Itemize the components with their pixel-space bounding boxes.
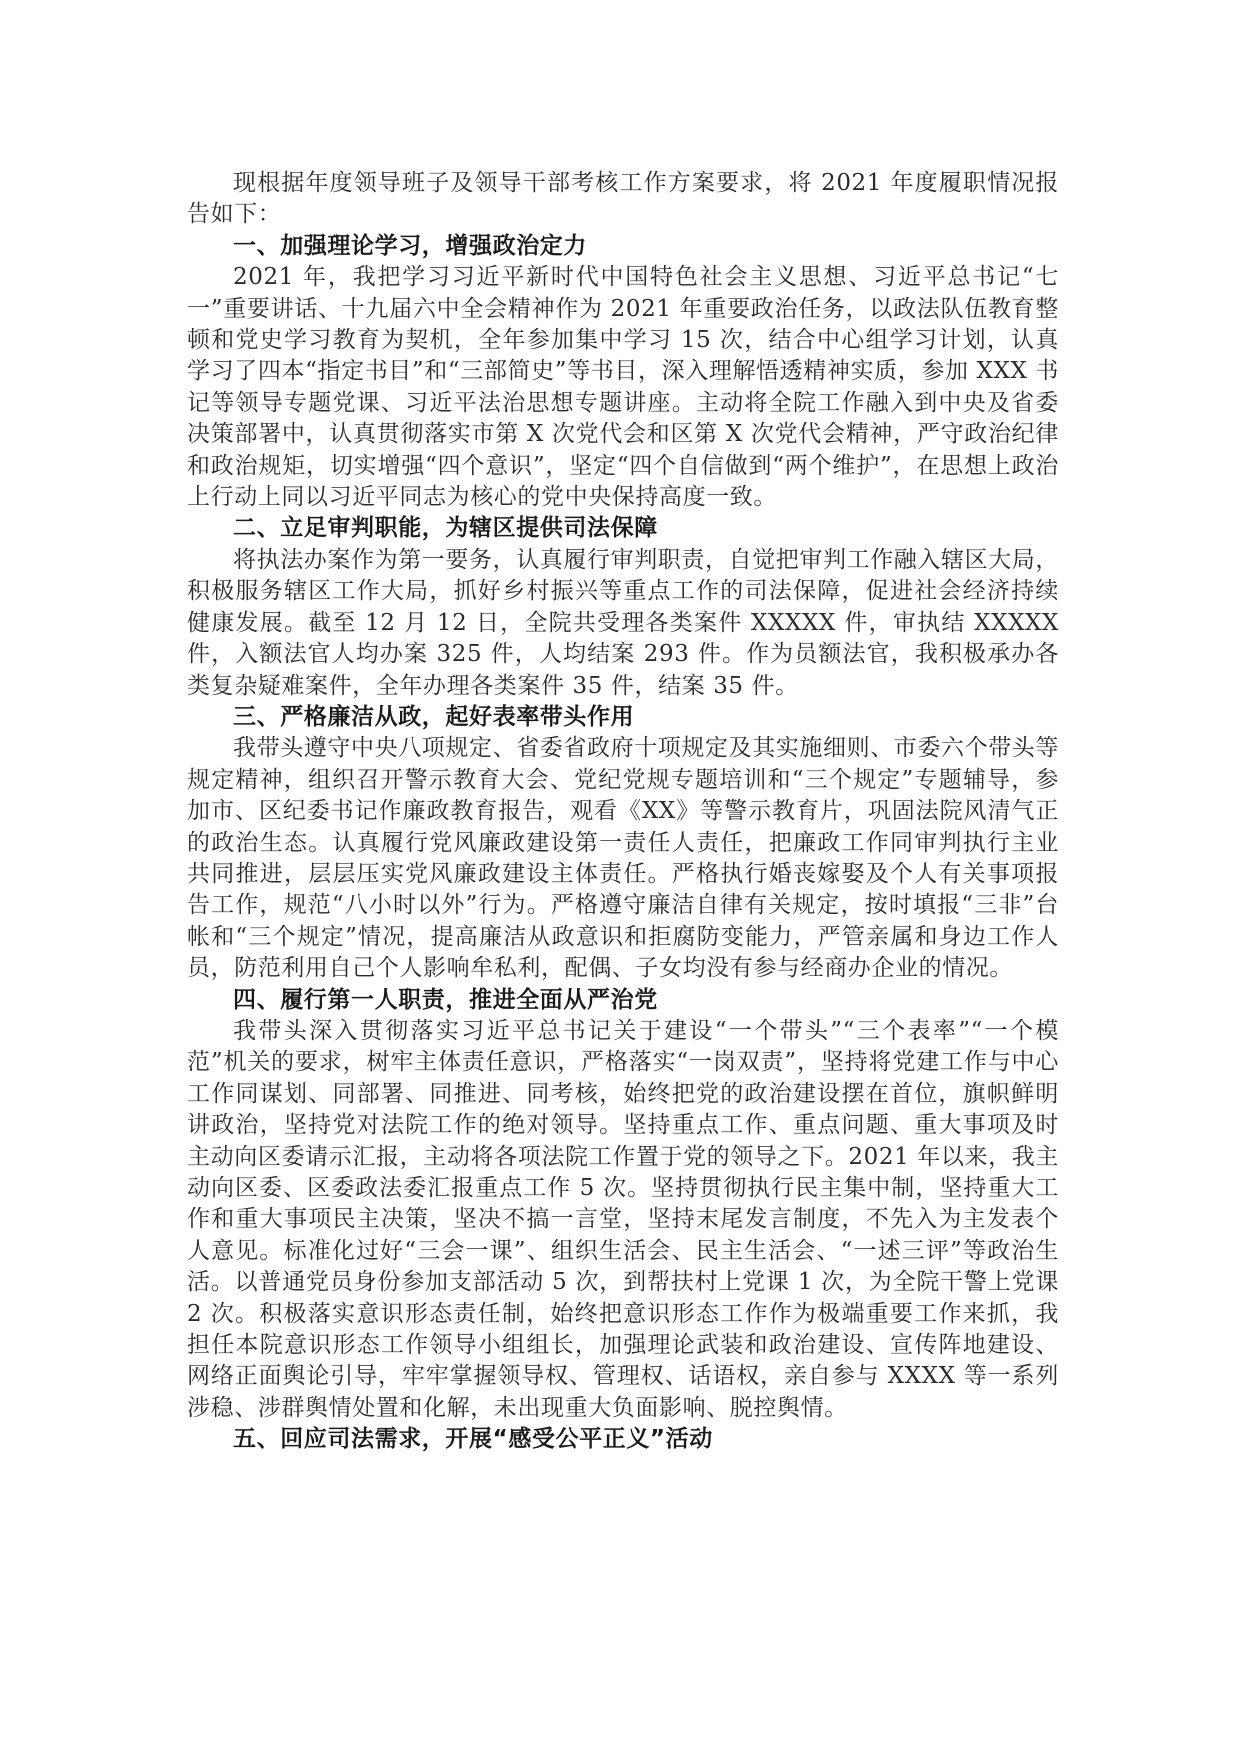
section-heading-1: 一、加强理论学习，增强政治定力 xyxy=(233,232,587,259)
section-heading-2: 二、立足审判职能，为辖区提供司法保障 xyxy=(233,515,658,542)
intro-paragraph: 现根据年度领导班子及领导干部考核工作方案要求，将 2021 年度履职情况报告如下： xyxy=(187,170,1059,228)
section-heading-4: 四、履行第一人职责，推进全面从严治党 xyxy=(233,986,658,1013)
document-page xyxy=(187,168,1059,1456)
section-body-2: 将执法办案作为第一要务，认真履行审判职责，自觉把审判工作融入辖区大局，积极服务辖区工作大局，抓好乡村振兴等重点工作的司法保障，促进社会经济持续健康发展。截至 12 月 12 日，全院共受理各类案件 XXXXX 件，审执结 XXXXX 件，入额法官人均办案 325 件，人均结案 293 件。作为员额法官，我积极承办各类复杂疑难案件，全年办理各类案件 35 件，结案 35 件。 xyxy=(187,546,1059,699)
section-body-1: 2021 年，我把学习习近平新时代中国特色社会主义思想、习近平总书记“七一”重要讲话、十九届六中全会精神作为 2021 年重要政治任务，以政法队伍教育整顿和党史学习教育为契机，全年参加集中学习 15 次，结合中心组学习计划，认真学习了四本“指定书目”和“三部简史”等书目，深入理解悟透精神实质，参加 XXX 书记等领导专题党课、习近平法治思想专题讲座。主动将全院工作融入到中央及省委决策部署中，认真贯彻落实市第 X 次党代会和区第 X 次党代会精神，严守政治纪律和政治规矩，切实增强“四个意识”，坚定“四个自信做到“两个维护”，在思想上政治上行动上同以习近平同志为核心的党中央保持高度一致。 xyxy=(187,264,1059,511)
section-heading-3: 三、严格廉洁从政，起好表率带头作用 xyxy=(233,703,635,730)
section-heading-5: 五、回应司法需求，开展“感受公平正义”活动 xyxy=(233,1426,713,1453)
section-body-3: 我带头遵守中央八项规定、省委省政府十项规定及其实施细则、市委六个带头等规定精神，组织召开警示教育大会、党纪党规专题培训和“三个规定”专题辅导，参加市、区纪委书记作廉政教育报告，观看《XX》等警示教育片，巩固法院风清气正的政治生态。认真履行党风廉政建设第一责任人责任，把廉政工作同审判执行主业共同推进，层层压实党风廉政建设主体责任。严格执行婚丧嫁娶及个人有关事项报告工作，规范“八小时以外”行为。严格遵守廉洁自律有关规定，按时填报“三非”台帐和“三个规定”情况，提高廉洁从政意识和拒腐防变能力，严管亲属和身边工作人员，防范利用自己个人影响牟私利，配偶、子女均没有参与经商办企业的情况。 xyxy=(187,735,1059,982)
section-body-4: 我带头深入贯彻落实习近平总书记关于建设“一个带头”“三个表率”“一个模范”机关的要求，树牢主体责任意识，严格落实“一岗双责”，坚持将党建工作与中心工作同谋划、同部署、同推进、同考核，始终把党的政治建设摆在首位，旗帜鲜明讲政治，坚持党对法院工作的绝对领导。坚持重点工作、重点问题、重大事项及时主动向区委请示汇报，主动将各项法院工作置于党的领导之下。2021 年以来，我主动向区委、区委政法委汇报重点工作 5 次。坚持贯彻执行民主集中制，坚持重大工作和重大事项民主决策，坚决不搞一言堂，坚持末尾发言制度，不先入为主发表个人意见。标准化过好“三会一课”、组织生活会、民主生活会、“一述三评”等政治生活。以普通党员身份参加支部活动 5 次，到帮扶村上党课 1 次，为全院干警上党课 2 次。积极落实意识形态责任制，始终把意识形态工作作为极端重要工作来抓，我担任本院意识形态工作领导小组组长，加强理论武装和政治建设、宣传阵地建设、网络正面舆论引导，牢牢掌握领导权、管理权、话语权，亲自参与 XXXX 等一系列涉稳、涉群舆情处置和化解，未出现重大负面影响、脱控舆情。 xyxy=(187,1017,1059,1421)
